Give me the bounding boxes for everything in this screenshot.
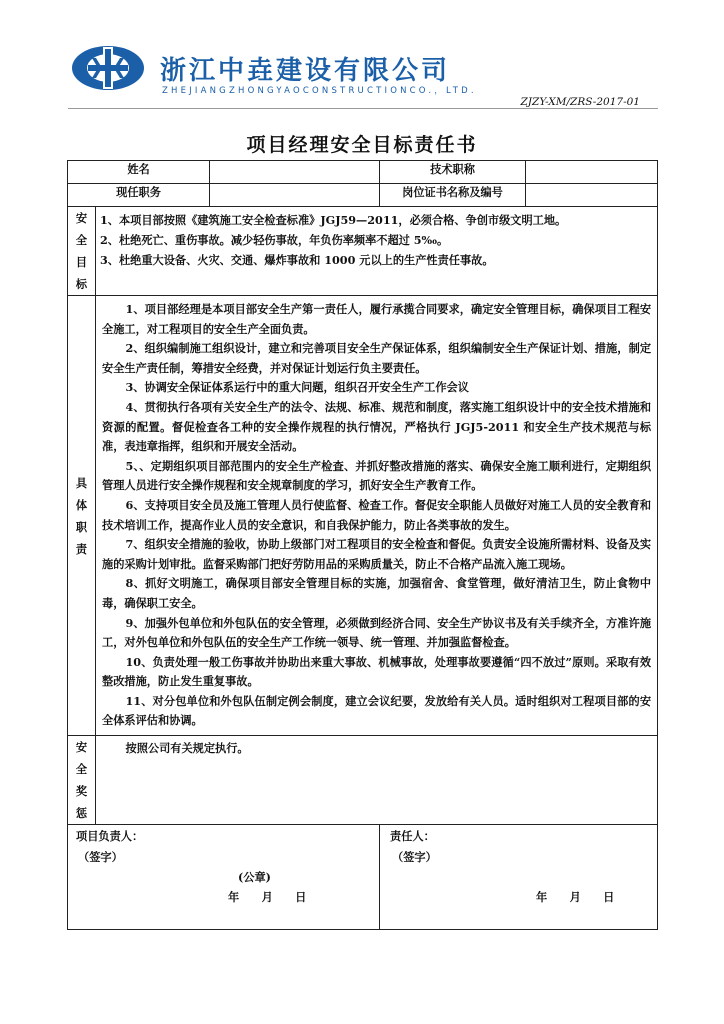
duty-item: 5、、定期组织项目部范围内的安全生产检查、并抓好整改措施的落实、确保安全施工顺利进行，定期组织管理人员进行安全操作规程和安全规章制度的学习，抓好安全生产教育工作。 <box>102 458 652 493</box>
page-title: 项目经理安全目标责任书 <box>246 134 478 156</box>
goal-item: 3、杜绝重大设备、火灾、交通、爆炸事故和 1000 元以上的生产性责任事故。 <box>100 253 494 267</box>
company-name-en: ZHEJIANGZHONGYAOCONSTRUCTIONCO.，LTD. <box>162 86 477 96</box>
header-divider <box>68 108 658 109</box>
duty-item: 3、协调安全保证体系运行中的重大问题，组织召开安全生产工作会议 <box>125 380 469 395</box>
company-seal: (公章) <box>238 870 271 885</box>
company-name-cn: 浙江中垚建设有限公司 <box>160 56 451 86</box>
reward-row <box>68 736 658 825</box>
document-number: ZJZY-XM/ZRS-2017-01 <box>520 96 640 108</box>
duties-content <box>96 296 658 736</box>
duties-row <box>68 296 658 736</box>
info-row-name <box>68 161 658 184</box>
reward-text: 按照公司有关规定执行。 <box>125 741 249 756</box>
title-label: 技术职称 <box>380 161 526 184</box>
goals-content <box>96 207 658 296</box>
cert-field[interactable] <box>526 184 658 207</box>
duty-item: 10、负责处理一般工伤事故并协助出来重大事故、机械事故，处理事故要遵循“四不放过”原则。采取有效整改措施，防止发生重复事故。 <box>102 654 652 689</box>
goal-item: 1、本项目部按照《建筑施工安全检查标准》JGJ59—2011，必须合格、争创市级文明工地。 <box>100 213 567 227</box>
left-signature-cell <box>68 825 380 930</box>
right-signature-cell <box>380 825 658 930</box>
right-date[interactable]: 年 月 日 <box>536 890 615 905</box>
duty-item: 4、贯彻执行各项有关安全生产的法令、法规、标准、规范和制度，落实施工组织设计中的安全技术措施和资源的配置。督促检查各工种的安全操作规程的执行情况，严格执行 JGJ5-2011 和安全生产技术规范与标准，表违章指挥，组织和开展安全活动。 <box>102 399 652 454</box>
responsible-person-sign[interactable]: （签字） <box>392 850 437 865</box>
responsibility-table <box>67 160 658 930</box>
goals-row <box>68 207 658 296</box>
signature-row <box>68 825 658 930</box>
name-field[interactable] <box>210 161 380 184</box>
cert-label: 岗位证书名称及编号 <box>380 184 526 207</box>
position-label: 现任职务 <box>68 184 210 207</box>
goals-label: 安 全 目 标 <box>68 207 96 296</box>
title-field[interactable] <box>526 161 658 184</box>
duties-label: 具 体 职 责 <box>68 296 96 736</box>
duty-item: 6、支持项目安全员及施工管理人员行使监督、检查工作。督促安全职能人员做好对施工人员的安全教育和技术培训工作，提高作业人员的安全意识，和自我保护能力，防止各类事故的发生。 <box>102 497 652 532</box>
company-logo-icon <box>68 44 148 92</box>
duty-item: 9、加强外包单位和外包队伍的安全管理，必须做到经济合同、安全生产协议书及有关手续齐全，方准许施工，对外包单位和外包队伍的安全生产工作统一领导、统一管理、并加强监督检查。 <box>102 615 652 650</box>
info-row-position <box>68 184 658 207</box>
reward-label: 安 全 奖 惩 <box>68 736 96 825</box>
position-field[interactable] <box>210 184 380 207</box>
goal-item: 2、杜绝死亡、重伤事故。减少轻伤事故，年负伤率频率不超过 5‰。 <box>100 233 449 247</box>
left-date[interactable]: 年 月 日 <box>228 890 307 905</box>
duty-item: 1、项目部经理是本项目部安全生产第一责任人，履行承揽合同要求，确定安全管理目标，确保项目工程安全施工，对工程项目的安全生产全面负责。 <box>102 302 652 336</box>
name-label: 姓名 <box>68 161 210 184</box>
responsible-person-label: 责任人： <box>390 829 435 844</box>
duty-item: 7、组织安全措施的验收，协助上级部门对工程项目的安全检查和督促。负责安全设施所需材料、设备及实施的采购计划审批。监督采购部门把好劳防用品的采购质量关，防止不合格产品流入施工现场。 <box>102 537 652 571</box>
duty-item: 11、对分包单位和外包队伍制定例会制度，建立会议纪要，发放给有关人员。适时组织对工程项目部的安全体系评估和协调。 <box>102 693 652 728</box>
reward-content <box>96 736 658 825</box>
duty-item: 2、组织编制施工组织设计，建立和完善项目安全生产保证体系，组织编制安全生产保证计划、措施，制定安全生产责任制，筹措安全经费，并对保证计划运行负主要责任。 <box>102 341 652 375</box>
duty-item: 8、抓好文明施工，确保项目部安全管理目标的实施，加强宿舍、食堂管理，做好清洁卫生，防止食物中毒，确保职工安全。 <box>102 576 652 610</box>
project-leader-sign[interactable]: （签字） <box>78 850 123 865</box>
project-leader-label: 项目负责人： <box>76 829 144 844</box>
letterhead <box>68 44 658 104</box>
